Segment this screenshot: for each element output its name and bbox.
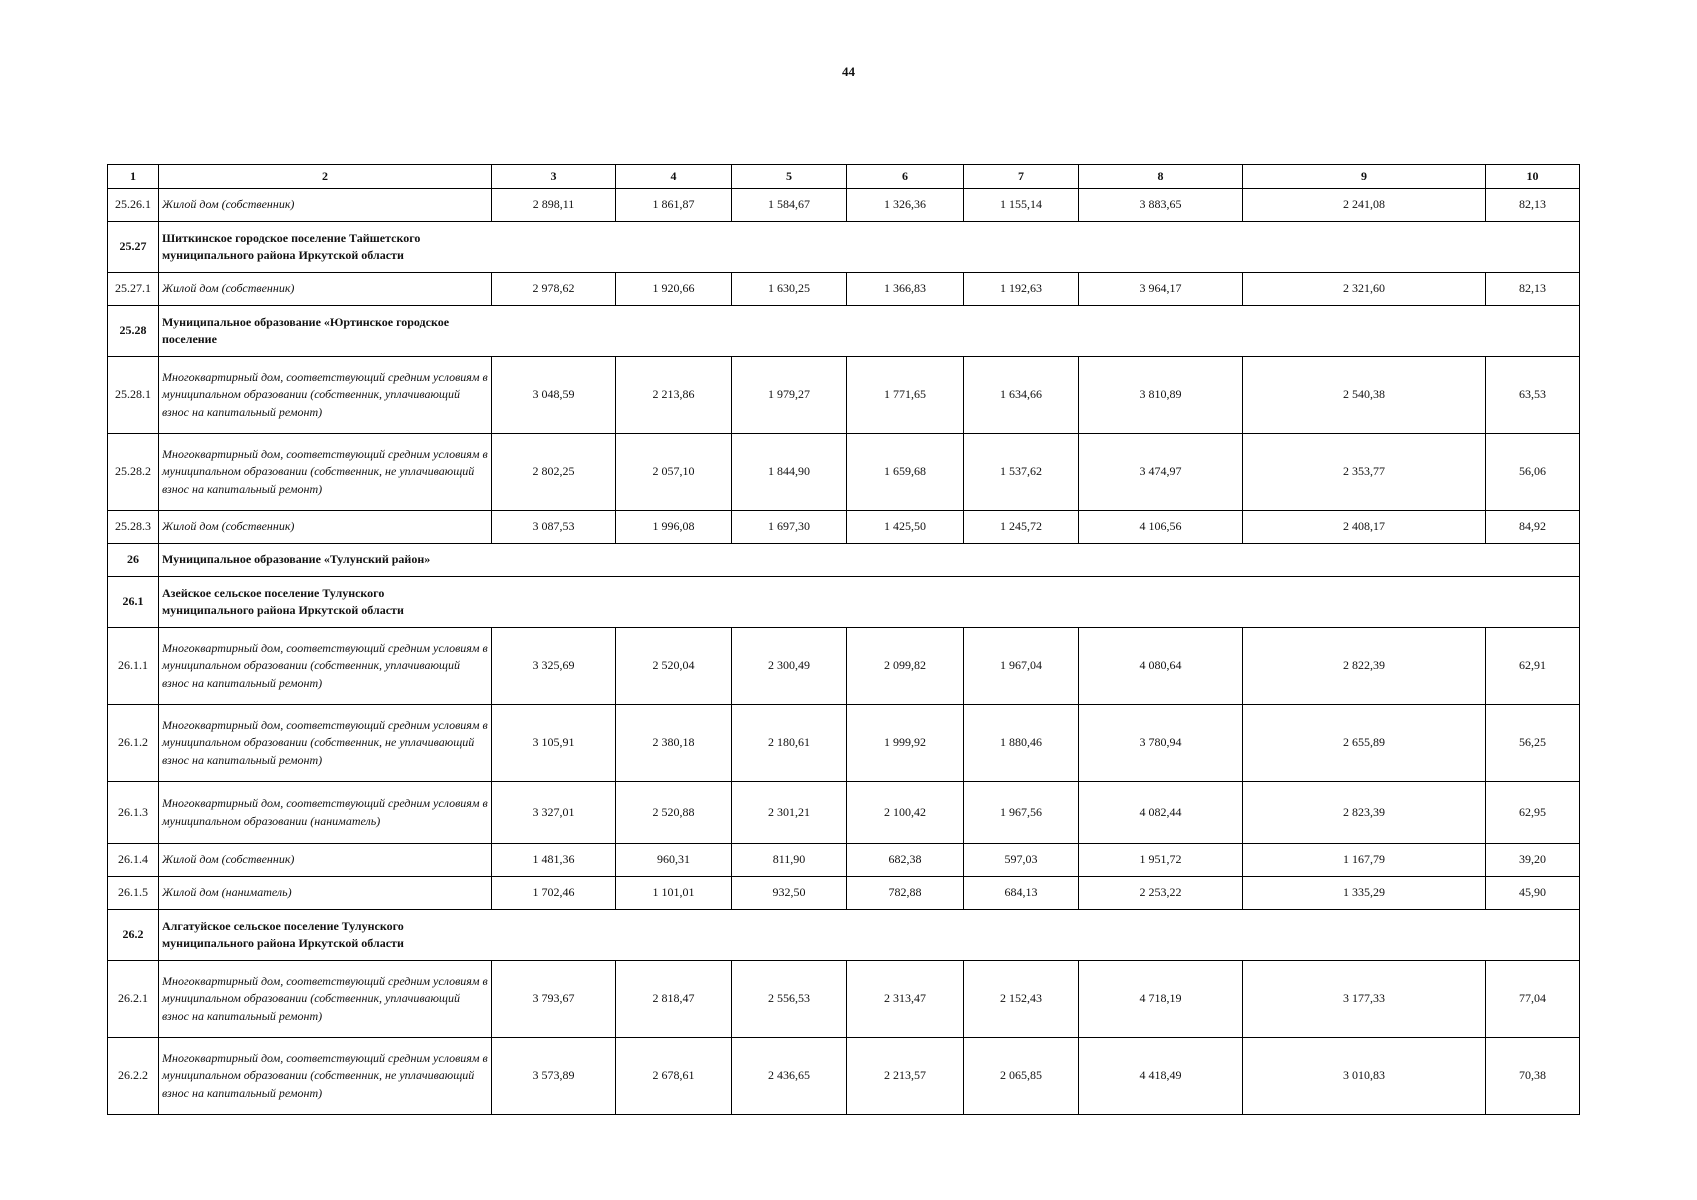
table-cell: 1 659,68 bbox=[847, 434, 964, 511]
table-cell: 3 810,89 bbox=[1079, 357, 1243, 434]
row-description: Многоквартирный дом, соответствующий средним условиям в муниципальном образовании (собственник, не уплачивающий взнос на капитальный ремонт) bbox=[159, 1038, 492, 1115]
table-row bbox=[108, 511, 1580, 544]
section-row bbox=[108, 544, 1580, 577]
table-cell: 2 313,47 bbox=[847, 961, 964, 1038]
section-title: Шиткинское городское поселение Тайшетского муниципального района Иркутской области bbox=[159, 222, 1580, 273]
table-cell: 3 327,01 bbox=[492, 782, 616, 844]
section-title: Муниципальное образование «Тулунский район» bbox=[159, 544, 1580, 577]
row-description: Многоквартирный дом, соответствующий средним условиям в муниципальном образовании (собственник, уплачивающий взнос на капитальный ремонт) bbox=[159, 628, 492, 705]
column-header: 9 bbox=[1243, 165, 1486, 189]
table-cell: 1 326,36 bbox=[847, 189, 964, 222]
table-row bbox=[108, 273, 1580, 306]
column-header: 5 bbox=[732, 165, 847, 189]
table-row bbox=[108, 628, 1580, 705]
row-description: Многоквартирный дом, соответствующий средним условиям в муниципальном образовании (собственник, не уплачивающий взнос на капитальный ремонт) bbox=[159, 705, 492, 782]
table-cell: 1 999,92 bbox=[847, 705, 964, 782]
table-cell: 1 101,01 bbox=[616, 877, 732, 910]
table-cell: 2 301,21 bbox=[732, 782, 847, 844]
table-cell: 84,92 bbox=[1486, 511, 1580, 544]
table-cell: 1 967,04 bbox=[964, 628, 1079, 705]
row-code: 26.1.1 bbox=[108, 628, 159, 705]
table-cell: 2 380,18 bbox=[616, 705, 732, 782]
table-cell: 2 353,77 bbox=[1243, 434, 1486, 511]
table-cell: 2 253,22 bbox=[1079, 877, 1243, 910]
row-description: Жилой дом (собственник) bbox=[159, 189, 492, 222]
table-cell: 782,88 bbox=[847, 877, 964, 910]
table-cell: 2 180,61 bbox=[732, 705, 847, 782]
table-cell: 2 300,49 bbox=[732, 628, 847, 705]
table-cell: 1 366,83 bbox=[847, 273, 964, 306]
tariff-table bbox=[107, 164, 1580, 1115]
row-code: 25.27 bbox=[108, 222, 159, 273]
table-cell: 1 702,46 bbox=[492, 877, 616, 910]
table-cell: 3 105,91 bbox=[492, 705, 616, 782]
table-cell: 1 245,72 bbox=[964, 511, 1079, 544]
table-cell: 1 481,36 bbox=[492, 844, 616, 877]
row-description: Жилой дом (собственник) bbox=[159, 511, 492, 544]
row-code: 26.2 bbox=[108, 910, 159, 961]
table-cell: 62,95 bbox=[1486, 782, 1580, 844]
table-cell: 2 520,04 bbox=[616, 628, 732, 705]
table-cell: 2 655,89 bbox=[1243, 705, 1486, 782]
table-cell: 1 584,67 bbox=[732, 189, 847, 222]
table-row bbox=[108, 1038, 1580, 1115]
row-code: 26.1.4 bbox=[108, 844, 159, 877]
table-body bbox=[108, 165, 1580, 1115]
table-cell: 4 418,49 bbox=[1079, 1038, 1243, 1115]
row-description: Многоквартирный дом, соответствующий средним условиям в муниципальном образовании (наниматель) bbox=[159, 782, 492, 844]
row-code: 25.28.1 bbox=[108, 357, 159, 434]
row-code: 26.2.2 bbox=[108, 1038, 159, 1115]
table-cell: 82,13 bbox=[1486, 273, 1580, 306]
table-cell: 1 967,56 bbox=[964, 782, 1079, 844]
table-cell: 2 213,57 bbox=[847, 1038, 964, 1115]
table-cell: 2 540,38 bbox=[1243, 357, 1486, 434]
row-code: 25.28 bbox=[108, 306, 159, 357]
table-cell: 1 771,65 bbox=[847, 357, 964, 434]
row-code: 25.28.3 bbox=[108, 511, 159, 544]
column-header: 1 bbox=[108, 165, 159, 189]
table-cell: 70,38 bbox=[1486, 1038, 1580, 1115]
table-cell: 3 010,83 bbox=[1243, 1038, 1486, 1115]
table-cell: 1 861,87 bbox=[616, 189, 732, 222]
row-description: Жилой дом (наниматель) bbox=[159, 877, 492, 910]
table-cell: 1 537,62 bbox=[964, 434, 1079, 511]
table-cell: 1 335,29 bbox=[1243, 877, 1486, 910]
table-cell: 1 996,08 bbox=[616, 511, 732, 544]
table-cell: 2 057,10 bbox=[616, 434, 732, 511]
table-cell: 3 474,97 bbox=[1079, 434, 1243, 511]
table-cell: 3 573,89 bbox=[492, 1038, 616, 1115]
column-header: 3 bbox=[492, 165, 616, 189]
section-title: Азейское сельское поселение Тулунского муниципального района Иркутской области bbox=[159, 577, 1580, 628]
table-cell: 2 099,82 bbox=[847, 628, 964, 705]
row-description: Многоквартирный дом, соответствующий средним условиям в муниципальном образовании (собственник, не уплачивающий взнос на капитальный ремонт) bbox=[159, 434, 492, 511]
column-header: 2 bbox=[159, 165, 492, 189]
table-cell: 4 082,44 bbox=[1079, 782, 1243, 844]
table-cell: 2 802,25 bbox=[492, 434, 616, 511]
row-code: 26.2.1 bbox=[108, 961, 159, 1038]
table-cell: 2 556,53 bbox=[732, 961, 847, 1038]
row-code: 25.27.1 bbox=[108, 273, 159, 306]
table-cell: 2 978,62 bbox=[492, 273, 616, 306]
table-cell: 4 718,19 bbox=[1079, 961, 1243, 1038]
table-cell: 4 106,56 bbox=[1079, 511, 1243, 544]
row-code: 26.1.5 bbox=[108, 877, 159, 910]
table-cell: 597,03 bbox=[964, 844, 1079, 877]
table-cell: 3 793,67 bbox=[492, 961, 616, 1038]
table-cell: 960,31 bbox=[616, 844, 732, 877]
table-cell: 62,91 bbox=[1486, 628, 1580, 705]
table-cell: 4 080,64 bbox=[1079, 628, 1243, 705]
table-cell: 2 213,86 bbox=[616, 357, 732, 434]
table-cell: 2 152,43 bbox=[964, 961, 1079, 1038]
table-cell: 682,38 bbox=[847, 844, 964, 877]
table-cell: 1 167,79 bbox=[1243, 844, 1486, 877]
table-cell: 39,20 bbox=[1486, 844, 1580, 877]
table-cell: 2 100,42 bbox=[847, 782, 964, 844]
row-description: Жилой дом (собственник) bbox=[159, 844, 492, 877]
section-title: Алгатуйское сельское поселение Тулунского муниципального района Иркутской области bbox=[159, 910, 1580, 961]
table-cell: 3 325,69 bbox=[492, 628, 616, 705]
table-cell: 2 822,39 bbox=[1243, 628, 1486, 705]
table-header-row bbox=[108, 165, 1580, 189]
table-cell: 2 678,61 bbox=[616, 1038, 732, 1115]
column-header: 4 bbox=[616, 165, 732, 189]
table-cell: 77,04 bbox=[1486, 961, 1580, 1038]
section-row bbox=[108, 577, 1580, 628]
table-row bbox=[108, 189, 1580, 222]
page-number: 44 bbox=[842, 64, 855, 79]
row-code: 25.26.1 bbox=[108, 189, 159, 222]
row-code: 26 bbox=[108, 544, 159, 577]
table-row bbox=[108, 357, 1580, 434]
table-cell: 3 048,59 bbox=[492, 357, 616, 434]
table-row bbox=[108, 705, 1580, 782]
table-cell: 56,25 bbox=[1486, 705, 1580, 782]
table-cell: 2 898,11 bbox=[492, 189, 616, 222]
table-cell: 3 087,53 bbox=[492, 511, 616, 544]
table-cell: 1 844,90 bbox=[732, 434, 847, 511]
table-cell: 56,06 bbox=[1486, 434, 1580, 511]
table-cell: 1 920,66 bbox=[616, 273, 732, 306]
table-cell: 1 192,63 bbox=[964, 273, 1079, 306]
row-description: Жилой дом (собственник) bbox=[159, 273, 492, 306]
table-cell: 1 979,27 bbox=[732, 357, 847, 434]
column-header: 7 bbox=[964, 165, 1079, 189]
row-code: 26.1 bbox=[108, 577, 159, 628]
table-cell: 2 823,39 bbox=[1243, 782, 1486, 844]
table-cell: 1 697,30 bbox=[732, 511, 847, 544]
table-cell: 45,90 bbox=[1486, 877, 1580, 910]
table-cell: 2 818,47 bbox=[616, 961, 732, 1038]
table-cell: 932,50 bbox=[732, 877, 847, 910]
table-cell: 1 880,46 bbox=[964, 705, 1079, 782]
table-cell: 684,13 bbox=[964, 877, 1079, 910]
column-header: 10 bbox=[1486, 165, 1580, 189]
row-description: Многоквартирный дом, соответствующий средним условиям в муниципальном образовании (собственник, уплачивающий взнос на капитальный ремонт) bbox=[159, 357, 492, 434]
section-row bbox=[108, 306, 1580, 357]
table-cell: 1 634,66 bbox=[964, 357, 1079, 434]
table-cell: 811,90 bbox=[732, 844, 847, 877]
table-cell: 1 425,50 bbox=[847, 511, 964, 544]
row-code: 26.1.3 bbox=[108, 782, 159, 844]
table-cell: 1 630,25 bbox=[732, 273, 847, 306]
section-row bbox=[108, 910, 1580, 961]
table-cell: 2 321,60 bbox=[1243, 273, 1486, 306]
table-cell: 2 408,17 bbox=[1243, 511, 1486, 544]
row-code: 26.1.2 bbox=[108, 705, 159, 782]
row-code: 25.28.2 bbox=[108, 434, 159, 511]
table-cell: 1 951,72 bbox=[1079, 844, 1243, 877]
section-row bbox=[108, 222, 1580, 273]
table-row bbox=[108, 434, 1580, 511]
table-cell: 2 065,85 bbox=[964, 1038, 1079, 1115]
table-cell: 3 780,94 bbox=[1079, 705, 1243, 782]
table-cell: 2 520,88 bbox=[616, 782, 732, 844]
row-description: Многоквартирный дом, соответствующий средним условиям в муниципальном образовании (собственник, уплачивающий взнос на капитальный ремонт) bbox=[159, 961, 492, 1038]
table-cell: 1 155,14 bbox=[964, 189, 1079, 222]
table-cell: 2 241,08 bbox=[1243, 189, 1486, 222]
table-row bbox=[108, 877, 1580, 910]
table-row bbox=[108, 782, 1580, 844]
table-cell: 2 436,65 bbox=[732, 1038, 847, 1115]
table-row bbox=[108, 961, 1580, 1038]
table-cell: 63,53 bbox=[1486, 357, 1580, 434]
column-header: 8 bbox=[1079, 165, 1243, 189]
column-header: 6 bbox=[847, 165, 964, 189]
table-cell: 3 964,17 bbox=[1079, 273, 1243, 306]
table-cell: 3 177,33 bbox=[1243, 961, 1486, 1038]
section-title: Муниципальное образование «Юртинское городское поселение bbox=[159, 306, 1580, 357]
table-cell: 82,13 bbox=[1486, 189, 1580, 222]
table-row bbox=[108, 844, 1580, 877]
table-cell: 3 883,65 bbox=[1079, 189, 1243, 222]
